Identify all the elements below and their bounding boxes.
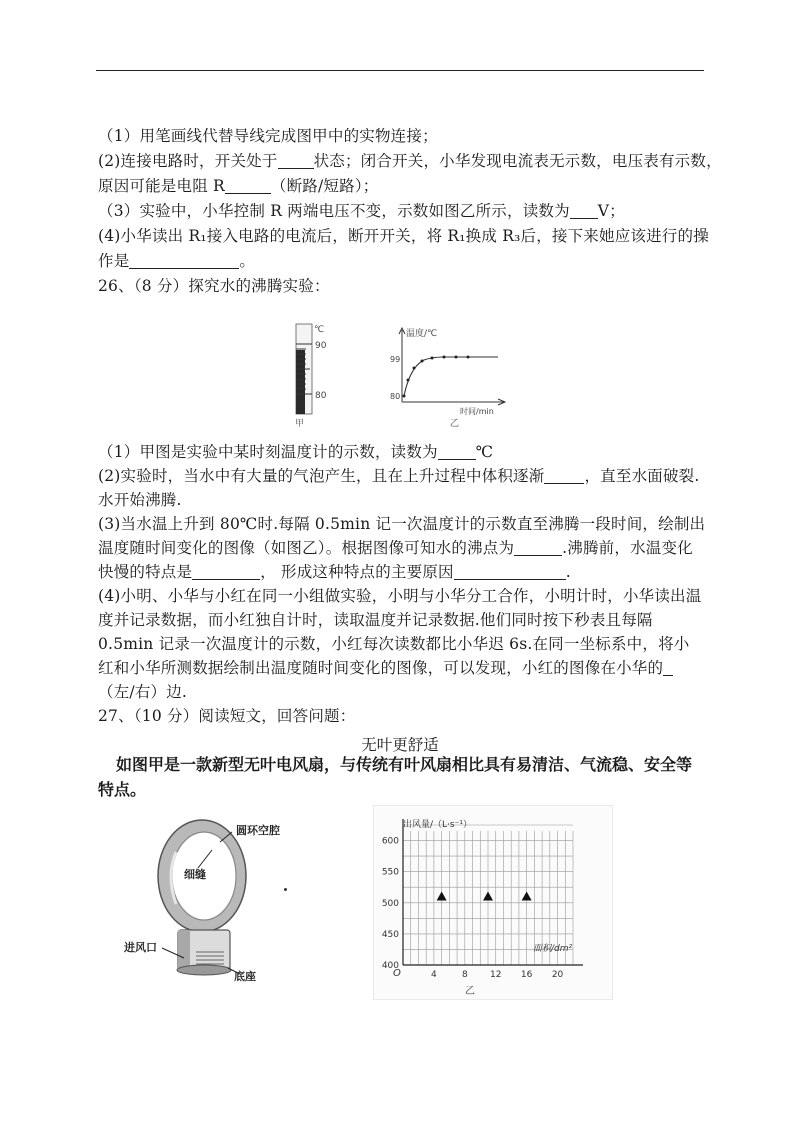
q26-part3: (3)当水温上升到 80℃时.每隔 0.5min 记一次温度计的示数直至沸腾一段时间，绘制出	[98, 515, 706, 533]
label-air-inlet: 进风口	[124, 941, 157, 954]
y-tick-label: 450	[381, 929, 399, 940]
graph-xlabel: 时间/min	[460, 407, 494, 416]
q25-part1: （1）用笔画线代替导线完成图甲中的实物连接；	[98, 127, 438, 145]
y-tick-label: 400	[381, 961, 399, 971]
graph-ylabel: 温度/℃	[406, 329, 438, 339]
q26-part4-cont3: 红和小华所测数据绘制出温度随时间变化的图像，可以发现，小红的图像在小华的	[98, 658, 673, 678]
stray-mark	[284, 888, 287, 891]
chart-caption: 乙	[465, 986, 475, 997]
q26-part4-cont4: （左/右）边.	[98, 683, 188, 701]
answer-blank[interactable]	[570, 202, 598, 219]
mercury-column	[296, 350, 305, 414]
y-tick-label: 600	[381, 836, 399, 847]
graph-tick-80: 80	[390, 392, 401, 401]
q25-part4: (4)小华读出 R₁接入电路的电流后，断开开关，将 R₁换成 R₃后，接下来她应该进行的操	[98, 227, 709, 245]
q26-part4-cont: 度并记录数据，而小红独自计时，读取温度并记录数据.他们同时按下秒表且每隔	[98, 611, 653, 629]
q25-part4-cont: 作是 。	[98, 252, 256, 270]
thermo-caption: 甲	[295, 419, 305, 429]
answer-blank[interactable]	[278, 152, 314, 169]
q26-part1: （1）甲图是实验中某时刻温度计的示数，读数为 ℃	[98, 443, 494, 461]
article-intro: 如图甲是一款新型无叶电风扇，与传统有叶风扇相比具有易清洁、气流稳、安全等	[116, 755, 693, 774]
x-tick-label: 4	[431, 970, 437, 980]
answer-blank[interactable]	[129, 252, 239, 269]
answer-blank[interactable]	[663, 659, 673, 676]
q26-heading: 26、（8 分）探究水的沸腾实验：	[98, 277, 330, 295]
answer-blank[interactable]	[454, 563, 566, 580]
q26-part3-cont: 温度随时间变化的图像（如图乙）。根据图像可知水的沸点为 .沸腾前，水温变化	[98, 539, 693, 557]
answer-blank[interactable]	[438, 443, 476, 460]
answer-blank[interactable]	[544, 467, 584, 484]
bladeless-fan-figure	[120, 812, 310, 990]
thermo-tick-top: 90	[315, 341, 327, 351]
graph-tick-99: 99	[390, 355, 401, 364]
label-ring-cavity: 圆环空腔	[236, 824, 280, 837]
answer-blank[interactable]	[514, 539, 562, 556]
q25-part2: (2)连接电路时，开关处于 状态；闭合开关，小华发现电流表无示数，电压表有示数，	[98, 152, 722, 170]
article-intro-cont: 特点。	[98, 780, 147, 799]
q25-part3: （3）实验中，小华控制 R 两端电压不变，示数如图乙所示，读数为 V；	[98, 202, 625, 220]
q27-heading: 27、（10 分）阅读短文，回答问题：	[98, 707, 356, 725]
thermo-tick-bottom: 80	[315, 391, 327, 401]
graph-caption: 乙	[450, 419, 460, 429]
answer-blank[interactable]	[225, 177, 271, 194]
chart-origin: O	[393, 968, 401, 979]
label-base: 底座	[234, 970, 256, 983]
q25-part2-cont: 原因可能是电阻 R （断路/短路）；	[98, 177, 379, 195]
x-tick-label: 8	[461, 970, 468, 980]
airflow-chart	[373, 805, 613, 1000]
y-tick-label: 550	[381, 867, 399, 878]
x-tick-label: 12	[490, 970, 502, 980]
q26-part2: (2)实验时，当水中有大量的气泡产生，且在上升过程中体积逐渐 ，直至水面破裂.	[98, 467, 700, 485]
q26-part3-cont2: 快慢的特点是 ， 形成这种特点的主要原因 .	[98, 563, 571, 581]
chart-ylabel: 出风量/（L·s⁻¹）	[403, 820, 472, 830]
temperature-curve	[404, 357, 498, 396]
q26-part2-cont: 水开始沸腾.	[98, 491, 182, 509]
article-title: 无叶更舒适	[361, 736, 439, 754]
y-tick-label: 500	[381, 898, 399, 909]
answer-blank[interactable]	[192, 563, 260, 580]
q26-part4: (4)小明、小华与小红在同一小组做实验，小明与小华分工合作，小明计时，小华读出温	[98, 587, 702, 605]
thermometer-figure	[286, 320, 336, 430]
x-tick-label: 16	[520, 970, 533, 980]
thermo-unit: ℃	[314, 325, 325, 335]
chart-xlabel: 面积/dm²	[533, 944, 573, 954]
label-slit: 细缝	[184, 868, 206, 881]
header-rule	[96, 70, 704, 71]
x-tick-label: 20	[551, 970, 564, 980]
q26-part4-cont2: 0.5min 记录一次温度计的示数，小红每次读数都比小华迟 6s.在同一坐标系中，将小	[98, 635, 690, 653]
boiling-curve-figure	[380, 322, 520, 430]
